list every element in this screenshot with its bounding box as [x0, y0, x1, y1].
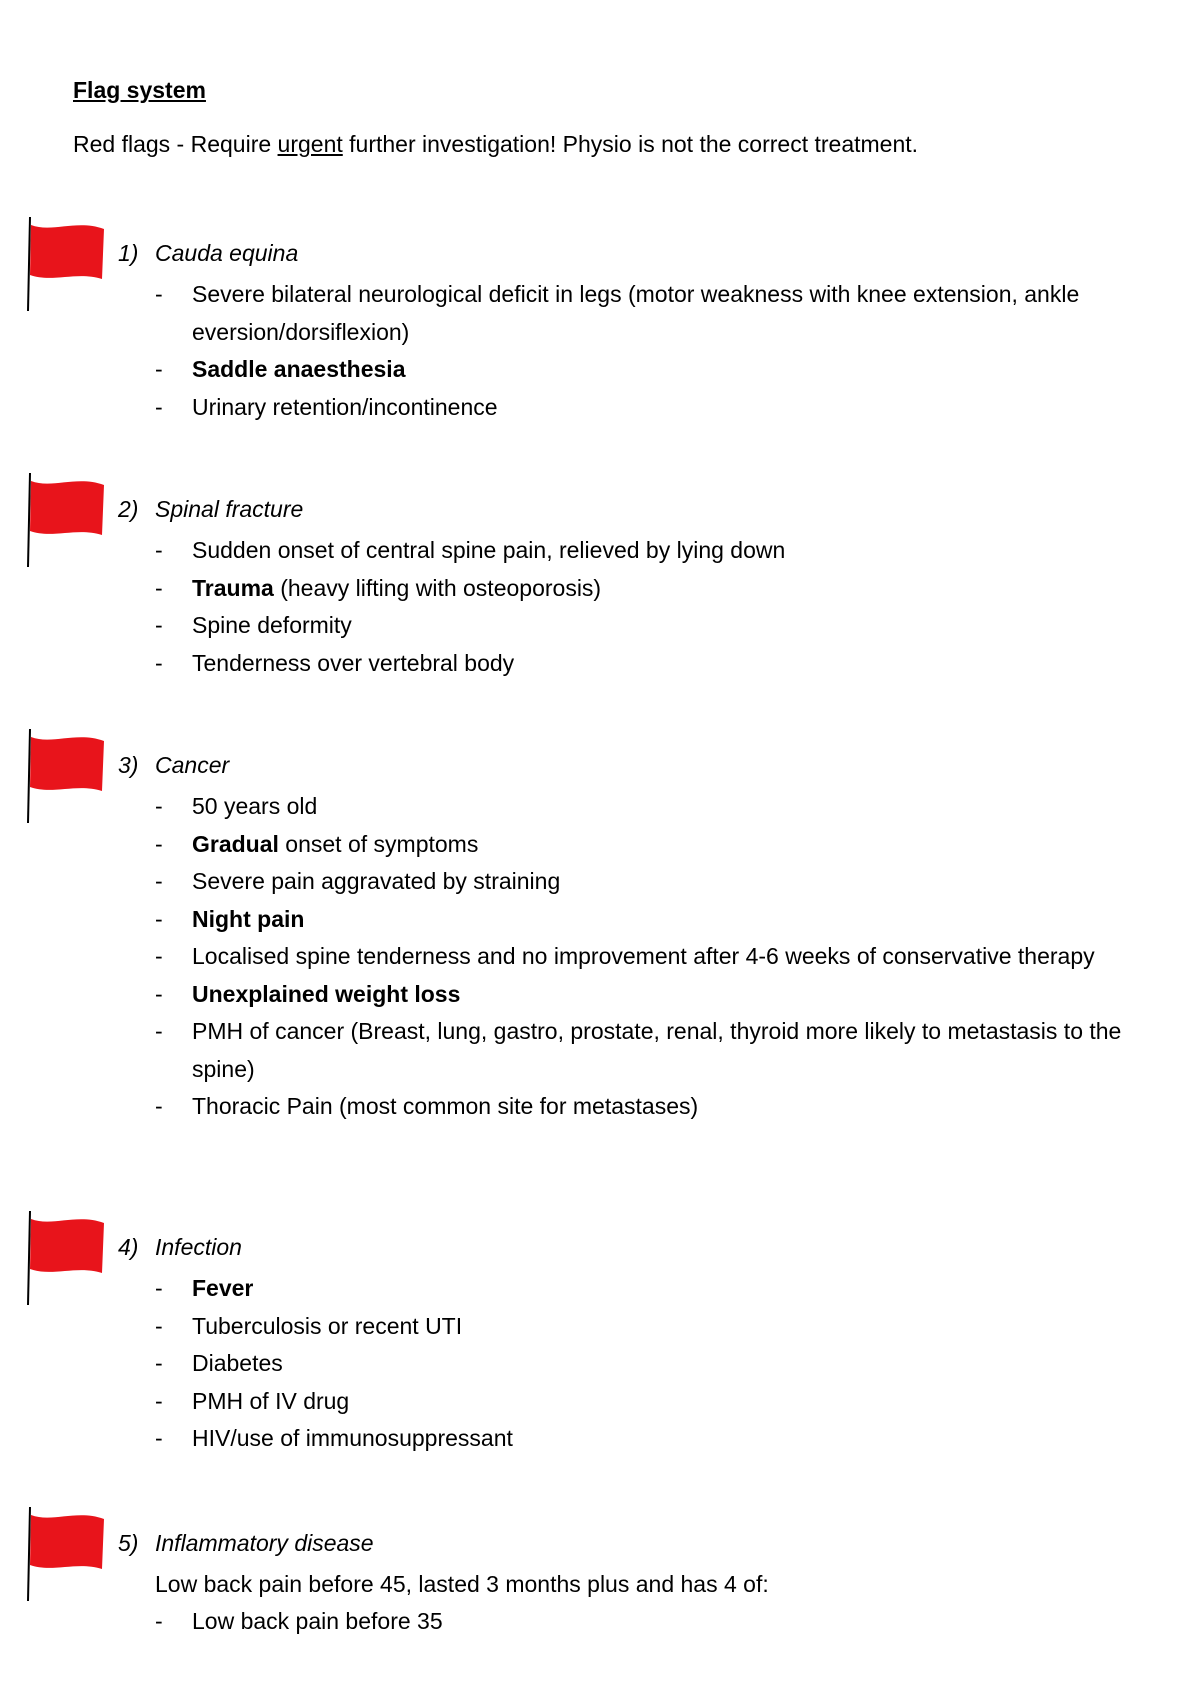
item-text: 50 years old: [192, 793, 318, 819]
item-text: Tuberculosis or recent UTI: [192, 1312, 463, 1339]
section-number: 5): [118, 1530, 139, 1556]
red-flag-icon: [22, 727, 112, 827]
red-flag-icon: [22, 1505, 112, 1605]
section-heading: [118, 239, 298, 267]
bullet-list: [155, 788, 1145, 1126]
intro-line: [73, 130, 918, 158]
bold-text: Night pain: [192, 905, 305, 932]
dash-bullet: -: [155, 1275, 163, 1301]
list-item: [155, 1603, 1145, 1641]
intro-text-after: further investigation! Physio is not the correct treatment.: [342, 131, 919, 157]
dash-bullet: -: [155, 649, 163, 676]
dash-bullet: -: [155, 905, 163, 932]
section-title: Inflammatory disease: [155, 1530, 374, 1556]
item-text: Tenderness over vertebral body: [192, 649, 515, 676]
item-text: Low back pain before 35: [192, 1608, 443, 1634]
dash-bullet: -: [155, 537, 163, 563]
bullet-list: [155, 1603, 1145, 1641]
dash-bullet: -: [155, 1018, 163, 1044]
dash-bullet: -: [155, 393, 163, 420]
section-number: 1): [118, 240, 139, 266]
bullet-list: [155, 1270, 1145, 1458]
item-text: Thoracic Pain (most common site for metastases): [192, 1093, 699, 1119]
dash-bullet: -: [155, 574, 163, 601]
item-text: PMH of cancer (Breast, lung, gastro, prostate, renal, thyroid more likely to metastasis to the spine): [192, 1018, 1122, 1082]
dash-bullet: -: [155, 830, 163, 857]
dash-bullet: -: [155, 1387, 163, 1414]
section-number: 2): [118, 496, 139, 522]
item-text: Localised spine tenderness and no improvement after 4-6 weeks of conservative therapy: [192, 943, 1095, 969]
item-text: Sudden onset of central spine pain, relieved by lying down: [192, 537, 786, 563]
list-item: [155, 570, 1145, 608]
dash-bullet: -: [155, 1425, 163, 1451]
item-text: Severe pain aggravated by straining: [192, 868, 561, 894]
item-text: HIV/use of immunosuppressant: [192, 1425, 513, 1451]
section-title: Cauda equina: [155, 240, 299, 266]
section-title: Cancer: [155, 752, 230, 778]
item-text: onset of symptoms: [278, 830, 479, 857]
dash-bullet: -: [155, 1608, 163, 1634]
bullet-list: [155, 532, 1145, 682]
item-text: Urinary retention/incontinence: [192, 393, 498, 420]
dash-bullet: -: [155, 943, 163, 969]
criteria-lead-text: Low back pain before 45, lasted 3 months plus and has 4 of:: [155, 1571, 769, 1597]
red-flag-icon: [22, 215, 112, 315]
dash-bullet: -: [155, 1350, 163, 1376]
dash-bullet: -: [155, 1312, 163, 1339]
dash-bullet: -: [155, 612, 163, 638]
red-flag-icon: [22, 471, 112, 571]
list-item: [155, 863, 1145, 901]
section-number: 3): [118, 752, 139, 778]
dash-bullet: -: [155, 868, 163, 894]
item-text: Severe bilateral neurological deficit in legs (motor weakness with knee extension, ankle eversion/dorsiflexion): [192, 281, 1080, 345]
list-item: [155, 532, 1145, 570]
bold-text: Saddle anaesthesia: [192, 356, 406, 382]
document-title: Flag system: [73, 77, 206, 103]
list-item: [155, 607, 1145, 645]
list-item: [155, 1308, 1145, 1346]
bullet-list: [155, 276, 1145, 426]
red-flag-icon: [22, 1209, 112, 1309]
dash-bullet: -: [155, 980, 163, 1007]
dash-bullet: -: [155, 356, 163, 382]
item-text: Spine deformity: [192, 612, 352, 638]
list-item: [155, 1383, 1145, 1421]
list-item: [155, 1420, 1145, 1458]
list-item: [155, 976, 1145, 1014]
item-text: Diabetes: [192, 1350, 283, 1376]
dash-bullet: -: [155, 281, 163, 307]
section-heading: [118, 495, 303, 523]
dash-bullet: -: [155, 793, 163, 819]
list-item: [155, 276, 1145, 351]
list-item: [155, 389, 1145, 427]
section-title: Infection: [155, 1234, 242, 1260]
intro-text-before: Red flags - Require: [73, 131, 278, 157]
section-title: Spinal fracture: [155, 496, 304, 522]
list-item: [155, 1088, 1145, 1126]
list-item: [155, 826, 1145, 864]
section-number: 4): [118, 1234, 139, 1260]
item-text: PMH of IV drug: [192, 1387, 350, 1414]
bold-text: Trauma: [192, 574, 274, 601]
list-item: [155, 1013, 1145, 1088]
dash-bullet: -: [155, 1093, 163, 1119]
list-item: [155, 1345, 1145, 1383]
list-item: [155, 788, 1145, 826]
item-text: (heavy lifting with osteoporosis): [273, 574, 602, 601]
list-item: [155, 901, 1145, 939]
bold-text: Unexplained weight loss: [192, 980, 461, 1007]
section-heading: [118, 1233, 242, 1261]
section-heading: [118, 1529, 374, 1557]
list-item: [155, 645, 1145, 683]
list-item: [155, 1270, 1145, 1308]
intro-underlined-word: urgent: [277, 131, 343, 157]
section-heading: [118, 751, 229, 779]
list-item: [155, 938, 1145, 976]
bold-text: Gradual: [192, 830, 279, 857]
list-item: [155, 351, 1145, 389]
bold-text: Fever: [192, 1275, 254, 1301]
